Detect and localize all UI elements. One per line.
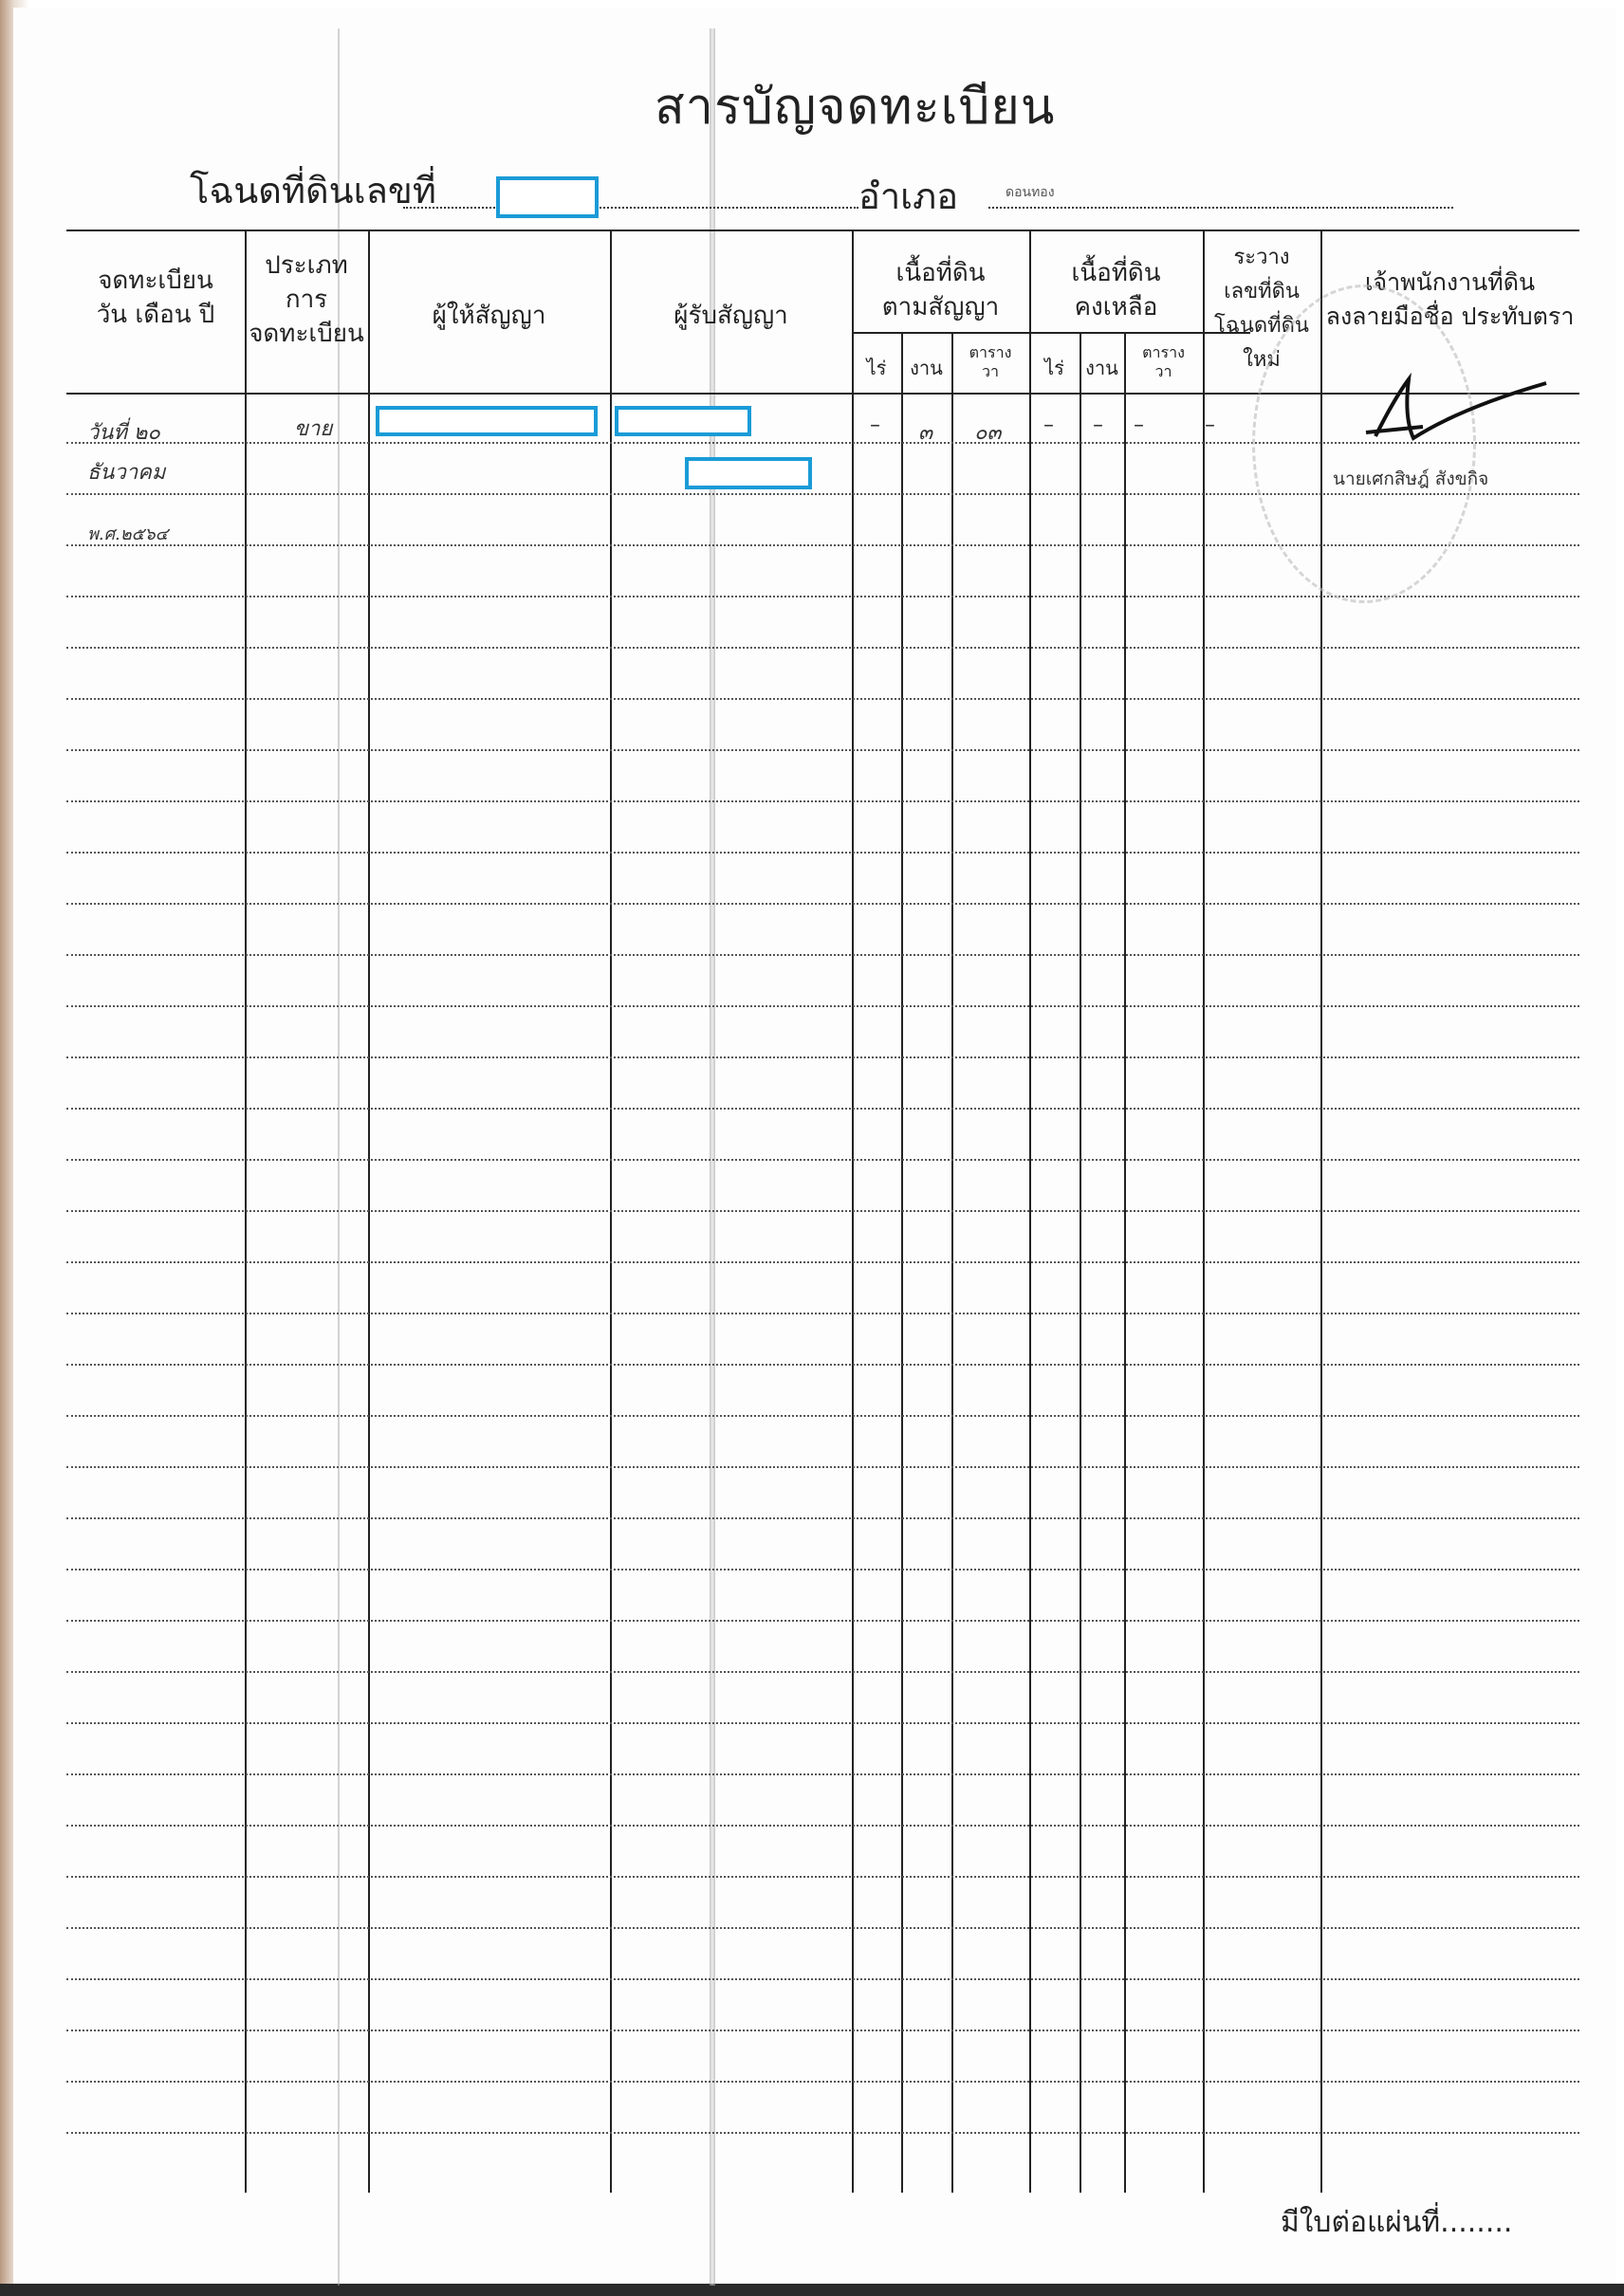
ruled-row-line [66, 954, 1579, 956]
ruled-row-line [66, 1569, 1579, 1570]
subheader-wa-line1: ตาราง [1142, 343, 1185, 361]
header-type-line1: ประเภท [265, 251, 348, 280]
header-type [245, 248, 368, 351]
deed-number-label: โฉนดที่ดินเลขที่ [190, 170, 436, 211]
officer-signature [1356, 370, 1565, 446]
subheader-rai: ไร่ [1044, 357, 1064, 379]
header-type-line2: การ [285, 285, 328, 314]
ruled-row-line [66, 2030, 1579, 2031]
header-area-contract [852, 256, 1029, 324]
header-date [66, 264, 245, 332]
subheader-rai: ไร่ [866, 357, 887, 379]
header-area-remaining [1029, 256, 1203, 324]
ruled-row-line [66, 903, 1579, 905]
paper-center-fold [710, 28, 715, 2286]
ruled-row-line [66, 1210, 1579, 1212]
ruled-row-line [66, 1927, 1579, 1929]
subheader-ngan: งาน [910, 357, 943, 379]
district-value: ดอนทอง [1006, 185, 1055, 200]
ruled-row-line [66, 1005, 1579, 1007]
ruled-row-line [66, 1364, 1579, 1366]
ruled-row-line [66, 2132, 1579, 2134]
subheader-wa-line2: วา [982, 362, 999, 380]
header-area-contract-line2: ตามสัญญา [881, 293, 1000, 321]
ruled-row-line [66, 1517, 1579, 1519]
entry-date-day: วันที่ ๒๐ [87, 421, 160, 445]
header-new-deed-line2: เลขที่ดิน [1224, 280, 1300, 303]
entry-area-wa: ๐๓ [974, 421, 1002, 445]
header-type-line3: จดทะเบียน [249, 320, 364, 348]
ruled-row-line [66, 1978, 1579, 1980]
paper-fold-line [338, 28, 340, 2286]
table-top-border [66, 230, 1579, 231]
document-title: สารบัญจดทะเบียน [655, 79, 1056, 136]
header-new-deed-line3: โฉนดที่ดิน [1214, 314, 1309, 338]
ruled-row-line [66, 1773, 1579, 1775]
header-officer-line1: เจ้าพนักงานที่ดิน [1364, 268, 1536, 296]
ruled-row-line [66, 647, 1579, 649]
header-date-line1: จดทะเบียน [98, 266, 213, 295]
redacted-grantee-name-2 [685, 457, 812, 489]
header-grantor: ผู้ให้สัญญา [432, 302, 546, 330]
entry-type: ขาย [294, 417, 333, 441]
entry-remain-wa: – [1134, 413, 1144, 437]
header-area-contract-line1: เนื้อที่ดิน [895, 259, 986, 287]
scan-bottom-edge [0, 2284, 1624, 2296]
district-label: อำเภอ [858, 175, 959, 217]
header-area-remaining-line2: คงเหลือ [1074, 293, 1158, 321]
entry-new-deed: – [1205, 413, 1215, 437]
entry-remain-ngan: – [1093, 413, 1103, 437]
ruled-row-line [66, 1671, 1579, 1673]
ruled-row-line [66, 1825, 1579, 1827]
header-grantee: ผู้รับสัญญา [674, 302, 788, 330]
ruled-row-line [66, 800, 1579, 802]
header-new-deed-line4: ใหม่ [1243, 348, 1281, 372]
redacted-grantor-name [376, 406, 598, 436]
ruled-row-line [66, 1620, 1579, 1622]
ruled-row-line [66, 749, 1579, 751]
header-officer-line2: ลงลายมือชื่อ ประทับตรา [1325, 303, 1575, 330]
subheader-wa [1124, 343, 1203, 381]
ruled-row-line [66, 1313, 1579, 1314]
ruled-row-line [66, 1722, 1579, 1724]
entry-area-ngan: ๓ [918, 421, 933, 445]
redacted-grantee-name [615, 406, 751, 436]
entry-area-rai: – [870, 413, 880, 437]
ruled-row-line [66, 1159, 1579, 1161]
ruled-row-line [66, 1466, 1579, 1468]
deed-number-dotline [403, 207, 858, 209]
subheader-wa-line2: วา [1154, 362, 1172, 380]
subheader-wa-line1: ตาราง [969, 343, 1012, 361]
ruled-row-line [66, 852, 1579, 854]
header-date-line2: วัน เดือน ปี [96, 301, 215, 329]
district-dotline [988, 207, 1453, 209]
area-subheader-divider [852, 332, 1250, 334]
ruled-row-line [66, 698, 1579, 700]
entry-remain-rai: – [1043, 413, 1054, 437]
redacted-deed-number [496, 176, 599, 218]
ruled-row-line [66, 2081, 1579, 2083]
officer-name: นายเศกสิษฎ์ สังขกิจ [1333, 468, 1489, 489]
header-new-deed-line1: ระวาง [1233, 246, 1290, 269]
entry-date-year: พ.ศ.๒๕๖๔ [87, 524, 169, 544]
entry-date-month: ธันวาคม [87, 461, 166, 485]
subheader-ngan: งาน [1085, 357, 1118, 379]
ruled-row-line [66, 1108, 1579, 1110]
ruled-row-line [66, 1056, 1579, 1058]
subheader-wa [951, 343, 1029, 381]
continuation-sheet-label: มีใบต่อแผ่นที่........ [1281, 2206, 1513, 2239]
ruled-row-line [66, 1261, 1579, 1263]
ruled-row-line [66, 1415, 1579, 1417]
ruled-row-line [66, 1876, 1579, 1878]
header-area-remaining-line1: เนื้อที่ดิน [1071, 259, 1161, 287]
